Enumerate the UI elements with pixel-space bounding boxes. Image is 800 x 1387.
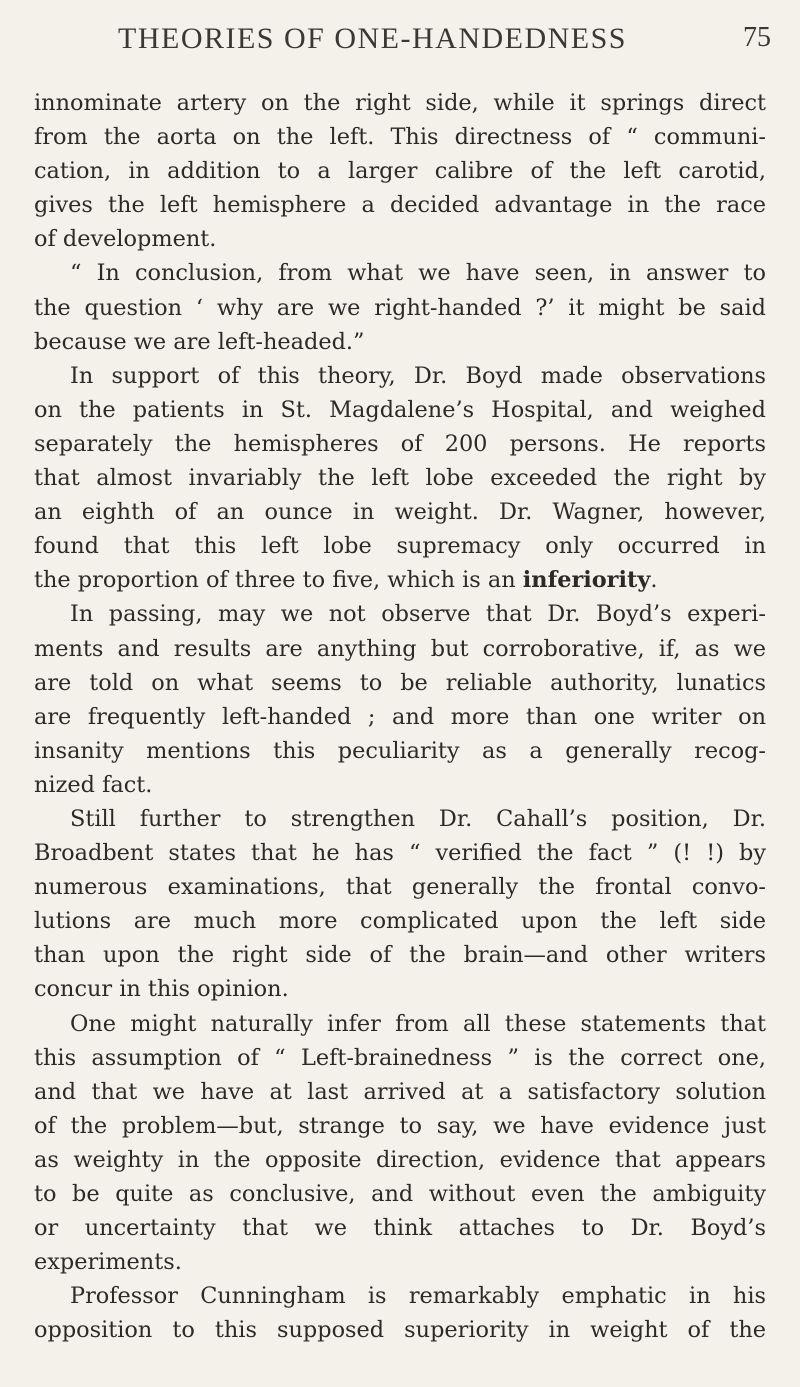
text-line: are frequently left-handed ; and more than one writer on bbox=[34, 703, 766, 730]
text-line: to be quite as conclusive, and without even the ambiguity bbox=[34, 1181, 766, 1207]
text-line: Professor Cunningham is remarkably emphatic in his bbox=[70, 1283, 766, 1310]
text-line: on the patients in St. Magdalene’s Hospital, and weighed bbox=[34, 396, 766, 423]
running-head bbox=[0, 22, 800, 62]
body-text bbox=[34, 86, 766, 1347]
text-line: because we are left-headed.” bbox=[34, 328, 365, 355]
text-fragment: . bbox=[650, 567, 658, 594]
text-line: In passing, may we not observe that Dr. Boyd’s experi- bbox=[70, 601, 766, 628]
text-line: this assumption of “ Left-brainedness ” is the correct one, bbox=[34, 1044, 766, 1071]
text-line: innominate artery on the right side, while it springs direct bbox=[34, 90, 766, 116]
paragraph bbox=[34, 1007, 766, 1280]
text-line: concur in this opinion. bbox=[34, 976, 289, 1003]
paragraph bbox=[34, 86, 766, 256]
text-fragment: the proportion of three to five, which is an bbox=[34, 567, 523, 594]
text-line: In support of this theory, Dr. Boyd made observations bbox=[70, 362, 766, 389]
text-line: found that this left lobe supremacy only occurred in bbox=[34, 533, 766, 560]
text-line: are told on what seems to be reliable authority, lunatics bbox=[34, 669, 766, 696]
text-line: insanity mentions this peculiarity as a generally recog- bbox=[34, 737, 766, 764]
page-number: 75 bbox=[743, 22, 771, 53]
paragraph bbox=[34, 597, 766, 802]
text-line: the question ‘ why are we right-handed ?’ it might be said bbox=[34, 294, 766, 321]
text-line: from the aorta on the left. This directness of “ communi- bbox=[34, 124, 766, 151]
text-line: as weighty in the opposite direction, evidence that appears bbox=[34, 1146, 766, 1173]
emphasized-word: inferiority bbox=[522, 567, 651, 594]
text-line: experiments. bbox=[34, 1249, 182, 1276]
text-line: that almost invariably the left lobe exceeded the right by bbox=[34, 465, 766, 492]
text-line: separately the hemispheres of 200 persons. He reports bbox=[34, 430, 766, 457]
paragraph bbox=[34, 802, 766, 1007]
text-line: of the problem—but, strange to say, we have evidence just bbox=[34, 1112, 766, 1139]
text-line: or uncertainty that we think attaches to Dr. Boyd’s bbox=[34, 1215, 766, 1242]
paragraph bbox=[34, 359, 766, 598]
paragraph bbox=[34, 256, 766, 358]
text-line: Still further to strengthen Dr. Cahall’s position, Dr. bbox=[70, 805, 766, 832]
text-line: gives the left hemisphere a decided advantage in the race bbox=[34, 192, 766, 219]
text-line: of development. bbox=[34, 226, 217, 253]
text-line: lutions are much more complicated upon the left side bbox=[34, 908, 766, 935]
running-title: THEORIES OF ONE-HANDEDNESS bbox=[118, 22, 627, 55]
text-line: One might naturally infer from all these statements that bbox=[70, 1010, 766, 1037]
text-line: an eighth of an ounce in weight. Dr. Wagner, however, bbox=[34, 499, 766, 526]
text-line: nized fact. bbox=[34, 771, 153, 798]
text-line bbox=[34, 563, 766, 597]
text-line: “ In conclusion, from what we have seen, in answer to bbox=[70, 260, 766, 287]
text-line: numerous examinations, that generally the frontal convo- bbox=[34, 874, 766, 901]
paragraph bbox=[34, 1279, 766, 1347]
text-line: opposition to this supposed superiority in weight of the bbox=[34, 1317, 766, 1344]
text-line: and that we have at last arrived at a satisfactory solution bbox=[34, 1078, 766, 1105]
text-line: Broadbent states that he has “ verified the fact ” (! !) by bbox=[34, 840, 766, 867]
text-line: than upon the right side of the brain—and other writers bbox=[34, 942, 766, 969]
text-line: cation, in addition to a larger calibre of the left carotid, bbox=[34, 158, 766, 185]
text-line: ments and results are anything but corroborative, if, as we bbox=[34, 635, 766, 662]
